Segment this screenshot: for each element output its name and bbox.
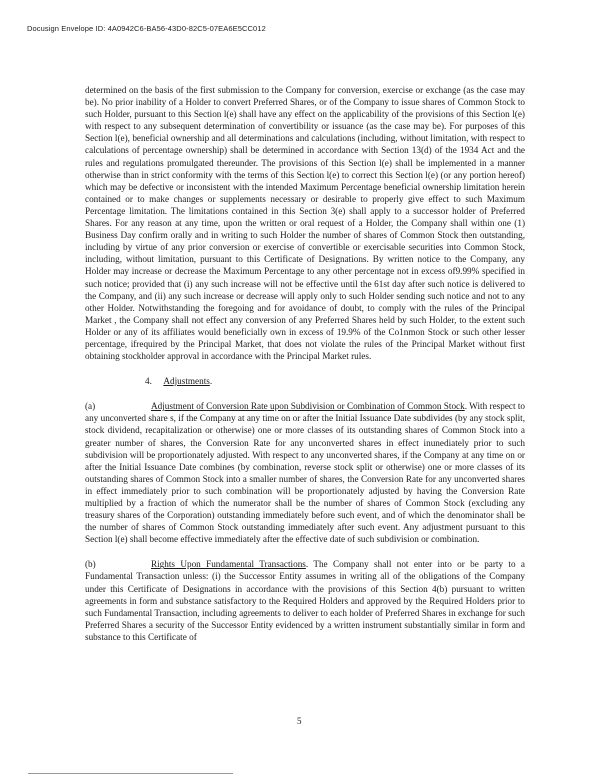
document-body — [85, 84, 525, 643]
section-number: 4. — [145, 376, 152, 387]
paragraph-b-label: (b) — [85, 559, 96, 570]
paragraph-b-title: Rights Upon Fundamental Transactions — [151, 559, 306, 570]
section-heading — [85, 375, 525, 387]
section-title-period: . — [209, 376, 213, 387]
footer-divider — [28, 773, 233, 774]
paragraph-continued: determined on the basis of the first submission to the Company for conversion, exercise or exchange (as the case may be). No prior inability of a Holder to convert Preferred Shares, or of the Company to issue shares of Common Stock to such Holder, pursuant to this Section l(e) shall have any effect on the applicability of the provisions of this Section l(e) with respect to any subsequent determination of convertibility or issuance (as the case may be). For purposes of this Section l(e), beneficial ownership and all determinations and calculations (including, without limitation, with respect to calculations of percentage ownership) shall be determined in accordance with Section 13(d) of the 1934 Act and the rules and regulations promulgated thereunder. The provisions of this Section l(e) shall be implemented in a manner otherwise than in strict conformity with the terms of this Section l(e) to correct this Section l(e) (or any portion hereof) which may be defective or inconsistent with the intended Maximum Percentage beneficial ownership limitation herein contained or to make changes or supplements necessary or desirable to properly give effect to such Maximum Percentage limitation. The limitations contained in this Section 3(e) shall apply to a successor holder of Preferred Shares. For any reason at any time, upon the written or oral request of a Holder, the Company shall within one (1) Business Day confirm orally and in writing to such Holder the number of shares of Common Stock then outstanding, including by virtue of any prior conversion or exercise of convertible or exercisable securities into Common Stock, including, without limitation, pursuant to this Certificate of Designations. By written notice to the Company, any Holder may increase or decrease the Maximum Percentage to any other percentage not in excess of9.99% specified in such notice; provided that (i) any such increase will not be effective until the 61st day after such notice is delivered to the Company, and (ii) any such increase or decrease will apply only to such Holder sending such notice and not to any other Holder. Notwithstanding the foregoing and for avoidance of doubt, to comply with the rules of the Principal Market , the Company shall not effect any conversion of any Preferred Shares held by such Holder, to the extent such Holder or any of its affiliates would beneficially own in excess of 19.9% of the Co1nmon Stock or such other lesser percentage, ifrequired by the Principal Market, that does not violate the rules of the Principal Market without first obtaining stockholder approval in accordance with the Principal Market rules. — [85, 85, 525, 362]
page-number: 5 — [297, 716, 302, 726]
paragraph-a-text: . With respect to any unconverted share s, if the Company at any time on or after the Initial Issuance Date subdivides (by any stock split, stock dividend, recapitalization or otherwise) one or more classes of its outstanding shares of Common Stock into a greater number of shares, the Conversion Rate for any unconverted shares in effect inunediately prior to such subdivision will be proportionately adjusted. With respect to any unconverted shares, if the Company at any time on or after the Initial Issuance Date combines (by combination, reverse stock split or otherwise) one or more classes of its outstanding shares of Common Stock into a smaller number of shares, the Conversion Rate for any unconverted shares in effect immediately prior to such combination will be proportionately adjusted by having the Conversion Rate multiplied by a fraction of which the numerator shall be the number of shares of Common Stock (excluding any treasury shares of the Corporation) outstanding immediately before such event, and of which the denominator shall be the number of shares of Common Stock outstanding immediately after such event. Any adjustment pursuant to this Section l(e) shall become effective immediately after the effective date of such subdivision or combination. — [85, 401, 526, 545]
paragraph-b — [85, 558, 525, 643]
section-title: Adjustments — [163, 376, 210, 387]
paragraph-a — [85, 400, 525, 545]
paragraph-a-label: (a) — [85, 401, 96, 412]
paragraph-a-title: Adjustment of Conversion Rate upon Subdivision or Combination of Common Stock — [151, 401, 465, 412]
envelope-id: Docusign Envelope ID: 4A0942C6-BA56-43D0-82C5-07EA6E5CC012 — [27, 24, 266, 33]
paragraph-b-text: . The Company shall not enter into or be party to a Fundamental Transaction unless: (i) the Successor Entity assumes in writing all of the obligations of the Company under this Certificate of Designations in accordance with the provisions of this Section 4(b) pursuant to written agreements in form and substance satisfactory to the Required Holders and approved by the Required Holders prior to such Fundamental Transaction, including agreements to deliver to each holder of Preferred Shares in exchange for such Preferred Shares a security of the Successor Entity evidenced by a written instrument substantially similar in form and substance to this Certificate of — [85, 559, 525, 642]
